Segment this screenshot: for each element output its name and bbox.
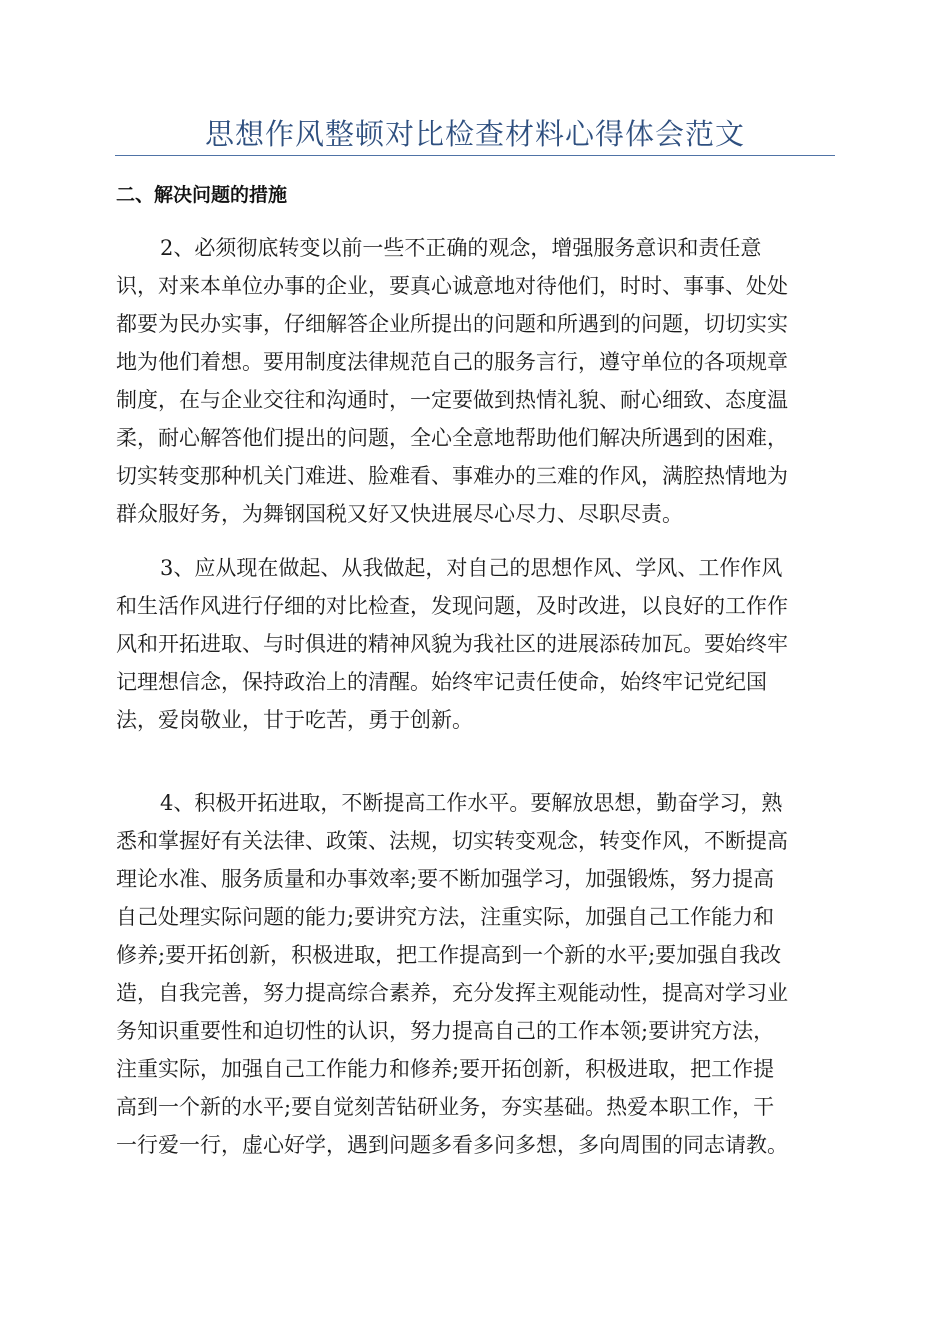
section-heading: 二、解决问题的措施 xyxy=(116,184,288,206)
paragraph-4 xyxy=(116,784,840,1164)
paragraph-line: 务知识重要性和迫切性的认识，努力提高自己的工作本领;要讲究方法， xyxy=(116,1019,775,1043)
paragraph-line: 柔，耐心解答他们提出的问题，全心全意地帮助他们解决所遇到的困难， xyxy=(116,426,788,450)
paragraph-line: 2、必须彻底转变以前一些不正确的观念，增强服务意识和责任意 xyxy=(160,236,762,260)
paragraph-line: 和生活作风进行仔细的对比检查，发现问题，及时改进，以良好的工作作 xyxy=(116,594,788,618)
paragraph-line: 造，自我完善，努力提高综合素养，充分发挥主观能动性，提高对学习业 xyxy=(116,981,788,1005)
paragraph-line: 一行爱一行，虚心好学，遇到问题多看多问多想，多向周围的同志请教。 xyxy=(116,1133,788,1157)
paragraph-line: 制度，在与企业交往和沟通时，一定要做到热情礼貌、耐心细致、态度温 xyxy=(116,388,788,412)
paragraph-line: 群众服好务，为舞钢国税又好又快进展尽心尽力、尽职尽责。 xyxy=(116,502,683,526)
paragraph-line: 风和开拓进取、与时俱进的精神风貌为我社区的进展添砖加瓦。要始终牢 xyxy=(116,632,788,656)
paragraph-line: 修养;要开拓创新，积极进取，把工作提高到一个新的水平;要加强自我改 xyxy=(116,943,782,967)
paragraph-line: 理论水准、服务质量和办事效率;要不断加强学习，加强锻炼，努力提高 xyxy=(116,867,775,891)
paragraph-line: 高到一个新的水平;要自觉刻苦钻研业务，夯实基础。热爱本职工作，干 xyxy=(116,1095,775,1119)
paragraph-line: 4、积极开拓进取，不断提高工作水平。要解放思想，勤奋学习，熟 xyxy=(160,791,783,815)
paragraph-line: 3、应从现在做起、从我做起，对自己的思想作风、学风、工作作风 xyxy=(160,556,783,580)
paragraph-2 xyxy=(116,229,840,533)
paragraph-line: 都要为民办实事，仔细解答企业所提出的问题和所遇到的问题，切切实实 xyxy=(116,312,788,336)
paragraph-line: 法，爱岗敬业，甘于吃苦，勇于创新。 xyxy=(116,708,473,732)
paragraph-line: 记理想信念，保持政治上的清醒。始终牢记责任使命，始终牢记党纪国 xyxy=(116,670,767,694)
paragraph-line: 注重实际，加强自己工作能力和修养;要开拓创新，积极进取，把工作提 xyxy=(116,1057,775,1081)
paragraph-line: 自己处理实际问题的能力;要讲究方法，注重实际，加强自己工作能力和 xyxy=(116,905,775,929)
paragraph-3 xyxy=(116,549,840,739)
document-title: 思想作风整顿对比检查材料心得体会范文 xyxy=(204,117,745,151)
paragraph-line: 悉和掌握好有关法律、政策、法规，切实转变观念，转变作风，不断提高 xyxy=(116,829,788,853)
paragraph-line: 切实转变那种机关门难进、脸难看、事难办的三难的作风，满腔热情地为 xyxy=(116,464,788,488)
title-underline xyxy=(115,155,835,156)
paragraph-line: 地为他们着想。要用制度法律规范自己的服务言行，遵守单位的各项规章 xyxy=(116,350,788,374)
paragraph-line: 识，对来本单位办事的企业，要真心诚意地对待他们，时时、事事、处处 xyxy=(116,274,788,298)
